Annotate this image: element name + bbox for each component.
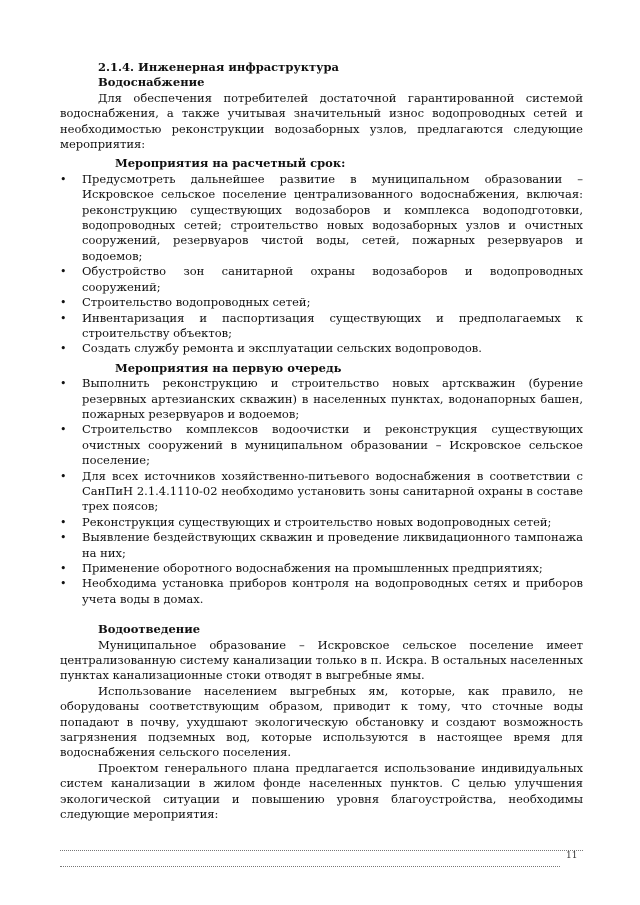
page-number: 11 (566, 851, 578, 861)
bullet-icon: • (60, 377, 67, 391)
list-item: • Инвентаризация и паспортизация существующих и предполагаемых к строительству объектов; (60, 310, 583, 340)
drainage-paragraph: Использование населением выгребных ям, которые, как правило, не оборудованы соответствующим образом, приводит к тому, что сточные воды попадают в почву, ухудшают экологическую обстановку и создают возможность загрязнения подземных вод, которые используются в настоящее время для водоснабжения сельского поселения. (60, 683, 583, 760)
drainage-paragraph: Муниципальное образование – Искровское сельское поселение имеет централизованную систему канализации только в п. Искра. В остальных населенных пунктах канализационные стоки отводят в выгребные ямы. (60, 637, 583, 683)
first-stage-title: Мероприятия на первую очередь (115, 360, 342, 375)
water-supply-intro: Для обеспечения потребителей достаточной гарантированной системой водоснабжения, а также учитывая значительный износ водопроводных сетей и необходимостью реконструкции водозаборных узлов, предлагаются следующие мероприятия: (60, 90, 583, 152)
footer-divider (60, 850, 583, 851)
bullet-icon: • (60, 423, 67, 437)
bullet-icon: • (60, 311, 67, 325)
bullet-icon: • (60, 265, 67, 279)
first-stage-list (60, 376, 583, 607)
bullet-icon: • (60, 577, 67, 591)
bullet-icon: • (60, 342, 67, 356)
water-supply-title: Водоснабжение (98, 75, 205, 90)
bullet-icon: • (60, 296, 67, 310)
footer-divider-lower (60, 866, 560, 867)
list-item: • Необходима установка приборов контроля на водопроводных сетях и приборов учета воды в домах. (60, 576, 583, 606)
bullet-icon: • (60, 469, 67, 483)
list-item: • Для всех источников хозяйственно-питьевого водоснабжения в соответствии с СанПиН 2.1.4.1110-02 необходимо установить зоны санитарной охраны в составе трех поясов; (60, 468, 583, 514)
drainage-paragraph: Проектом генерального плана предлагается использование индивидуальных систем канализации в жилом фонде населенных пунктов. С целью улучшения экологической ситуации и повышению уровня благоустройства, необходимы следующие мероприятия: (60, 760, 583, 822)
bullet-icon: • (60, 562, 67, 575)
list-item: • Предусмотреть дальнейшее развитие в муниципальном образовании – Искровское сельское поселение централизованного водоснабжения, включая: реконструкцию существующих водозаборов и комплекса водоподготовки, водопроводных сетей; строительство новых водозаборных узлов и очистных сооружений, резервуаров чистой воды, сетей, пожарных резервуаров и водоемов; (60, 171, 583, 263)
section-title: 2.1.4. Инженерная инфраструктура (98, 60, 340, 74)
list-item: • Строительство комплексов водоочистки и реконструкция существующих очистных сооружений в муниципальном образовании – Искровское сельское поселение; (60, 422, 583, 468)
bullet-icon: • (60, 515, 67, 529)
list-item: • Выявление бездействующих скважин и проведение ликвидационного тампонажа на них; (60, 530, 583, 560)
document-page (60, 60, 583, 823)
list-item: • Применение оборотного водоснабжения на промышленных предприятиях; (60, 561, 543, 575)
estimated-measures-title: Мероприятия на расчетный срок: (115, 156, 346, 171)
list-item: • Выполнить реконструкцию и строительство новых артскважин (бурение резервных артезианских скважин) в населенных пунктах, водонапорных башен, пожарных резервуаров и водоемов; (60, 376, 583, 421)
bullet-icon: • (60, 531, 67, 545)
list-item: • Обустройство зон санитарной охраны водозаборов и водопроводных сооружений; (60, 264, 583, 294)
bullet-icon: • (60, 172, 67, 186)
estimated-measures-list (60, 172, 583, 357)
drainage-title: Водоотведение (98, 622, 201, 637)
list-item: • Реконструкция существующих и строительство новых водопроводных сетей; (60, 514, 552, 529)
list-item: • Строительство водопроводных сетей; (60, 295, 311, 310)
list-item: • Создать службу ремонта и эксплуатации сельских водопроводов. (60, 341, 482, 356)
